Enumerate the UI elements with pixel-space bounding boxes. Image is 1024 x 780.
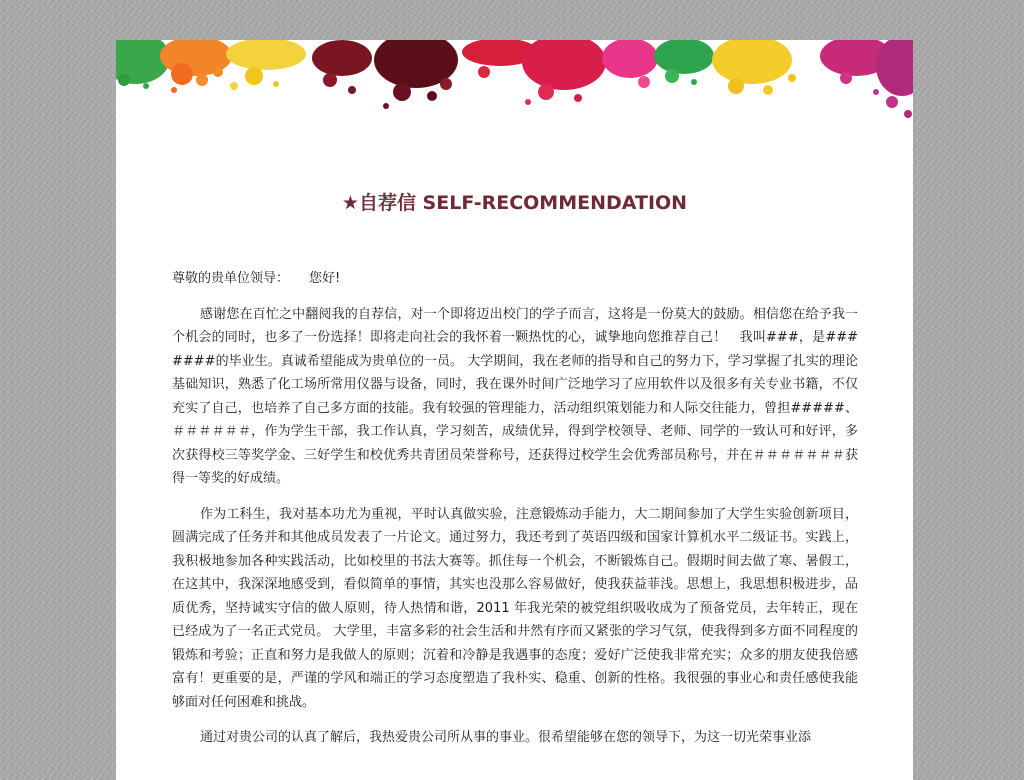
splash-maroon <box>374 40 458 109</box>
splash-dark-red <box>312 40 372 94</box>
letter-body <box>172 267 858 762</box>
salutation: 尊敬的贵单位领导： <box>172 271 290 286</box>
title-text: 自荐信 SELF-RECOMMENDATION <box>358 192 688 214</box>
splash-yellow <box>226 40 306 90</box>
paragraph-3: 通过对贵公司的认真了解后，我热爱贵公司所从事的事业。很希望能够在您的领导下，为这一切光荣事业添 <box>200 730 812 745</box>
splash-orange <box>160 40 232 93</box>
splash-green-left <box>116 40 170 89</box>
splash-yellow-right <box>712 40 796 95</box>
splash-pink <box>602 40 658 88</box>
paragraph-1: 感谢您在百忙之中翻阅我的自荐信，对一个即将迈出校门的学子而言，这将是一份莫大的鼓励。相信您在给予我一个机会的同时，也多了一份选择！即将走向社会的我怀着一颗热忱的心，诚挚地向您推荐自己！ 我叫###，是#######的毕业生。真诚希望能成为贵单位的一员。 大学期间，我在老师的指导和自己的努力下，学习掌握了扎实的理论基础知识，熟悉了化工场所常用仪器与设备，同时，我在课外时间广泛地学习了应用软件以及很多有关专业书籍，不仅充实了自己，也培养了自己多方面的技能。我有较强的管理能力，活动组织策划能力和人际交往能力，曾担#####、＃＃＃＃＃＃，作为学生干部，我工作认真，学习刻苦，成绩优异，得到学校领导、老师、同学的一致认可和好评，多次获得校三等奖学金、三好学生和校优秀共青团员荣誉称号，还获得过校学生会优秀部员称号，并在＃＃＃＃＃＃＃获得一等奖的好成绩。 <box>172 306 858 486</box>
star-icon: ★ <box>341 192 359 214</box>
paragraph-2: 作为工科生，我对基本功尤为重视，平时认真做实验，注意锻炼动手能力，大二期间参加了大学生实验创新项目，圆满完成了任务并和其他成员发表了一片论文。通过努力，我还考到了英语四级和国家计算机水平二级证书。实践上，我积极地参加各种实践活动，比如校里的书法大赛等。抓住每一个机会，不断锻炼自己。假期时间去做了寒、暑假工，在这其中，我深深地感受到，看似简单的事情，其实也没那么容易做好，使我获益菲浅。思想上，我思想积极进步，品质优秀，坚持诚实守信的做人原则，待人热情和谐，2011 年我光荣的被党组织吸收成为了预备党员，去年转正，现在已经成为了一名正式党员。 大学里，丰富多彩的社会生活和井然有序而又紧张的学习气氛，使我得到多方面不同程度的锻炼和考验；正直和努力是我做人的原则；沉着和冷静是我遇事的态度；爱好广泛使我非常充实；众多的朋友使我倍感富有！更重要的是，严谨的学风和端正的学习态度塑造了我朴实、稳重、创新的性格。我很强的事业心和责任感使我能够面对任何困难和挑战。 <box>172 506 858 710</box>
greeting: 您好! <box>309 271 341 286</box>
letter-page <box>116 40 913 780</box>
salutation-line <box>172 267 858 291</box>
splash-green-right <box>654 40 714 85</box>
splash-crimson <box>522 40 606 105</box>
letter-title <box>116 188 913 215</box>
paint-splash-banner <box>116 40 913 135</box>
